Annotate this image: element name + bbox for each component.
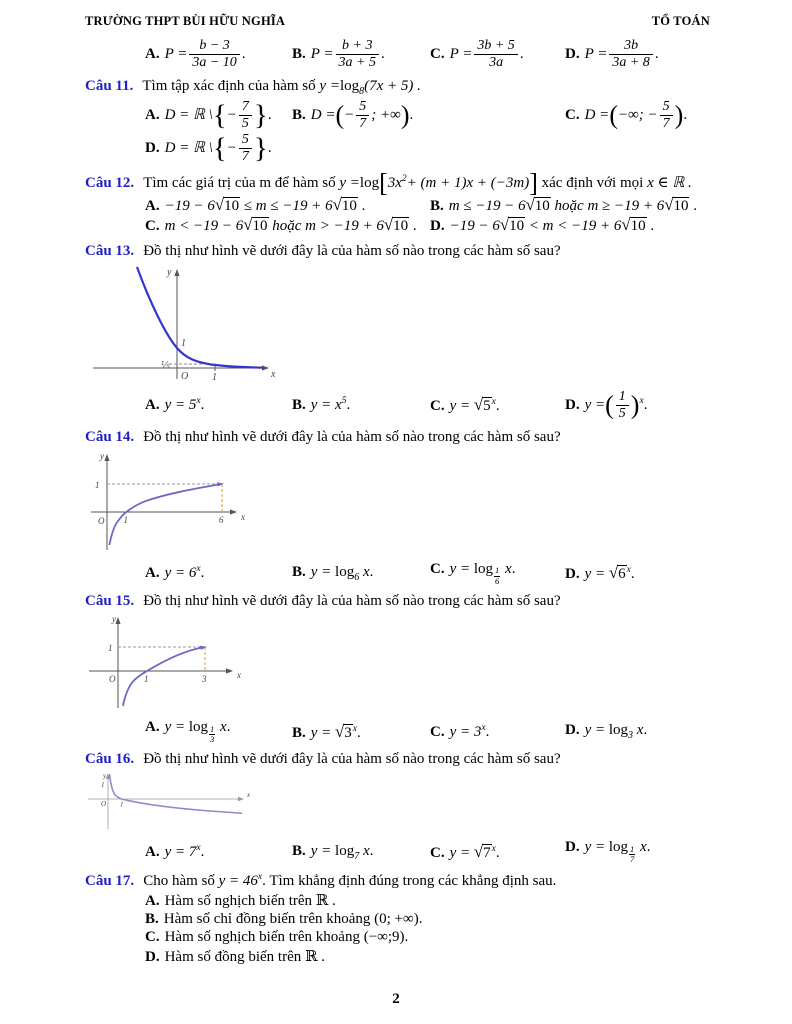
- x-tick-6: 6: [219, 514, 224, 525]
- question-label: Câu 14.: [85, 428, 135, 445]
- x-tick-1: 1: [120, 800, 124, 809]
- x-axis-label: x: [247, 791, 251, 800]
- option-d: D. P = $\frac{3b}{3a + 8}$ .: [565, 38, 659, 71]
- option-letter: C.: [430, 46, 445, 63]
- y-axis-label: y: [103, 772, 107, 781]
- question-label: Câu 16.: [85, 751, 135, 768]
- x-axis-arrow: [238, 797, 244, 801]
- x-tick-1: 1: [212, 371, 217, 382]
- question-text: Đồ thị như hình vẽ dưới đây là của hàm số nào trong các hàm số sau?: [143, 751, 561, 768]
- option-c: C. $y = 3^x$.: [430, 722, 490, 740]
- option-b: B. D =(− $\frac{5}{7}$ ; +∞).: [292, 99, 414, 132]
- option-c: C. y = √5$^x$.: [430, 395, 500, 415]
- fraction: $\frac{b - 3}{3a - 10}$: [189, 38, 239, 71]
- option-a: A. $y = 5^x$.: [145, 396, 205, 414]
- q13-options: [145, 389, 710, 422]
- option-letter: D.: [565, 46, 580, 63]
- question-11: Câu 11. Tìm tập xác định của hàm số $y =\log_8(7x + 5)$ .: [85, 78, 421, 98]
- q12-options-row1: [145, 195, 710, 215]
- question-14: [85, 429, 710, 446]
- sqrt: √10: [383, 214, 409, 234]
- curve-arrow: [200, 646, 207, 650]
- option-b: B. P = $\frac{b + 3}{3a + 5}$ .: [292, 38, 385, 71]
- fraction: $\frac{7}{5}$: [239, 99, 252, 132]
- curve-arrow: [217, 482, 224, 486]
- option-letter: B.: [292, 46, 306, 63]
- curve: [110, 774, 242, 813]
- option-d: D. Hàm số đồng biến trên ℝ .: [145, 948, 325, 965]
- option-b: B. y = √3$^x$.: [292, 721, 361, 741]
- origin-label: O: [181, 370, 189, 382]
- y-tick-1: 1: [95, 479, 100, 490]
- q11-options-row1: [145, 99, 710, 132]
- question-15: [85, 593, 710, 610]
- option-d: D. $y = \log_3 x$.: [565, 722, 648, 742]
- x-axis-arrow: [230, 509, 237, 514]
- fraction: $\frac{b + 3}{3a + 5}$: [336, 38, 379, 71]
- sqrt: √3: [335, 721, 352, 741]
- sqrt: √10: [525, 194, 550, 214]
- sqrt: √5: [473, 395, 491, 415]
- question-text: Tìm tập xác định của hàm số: [142, 78, 316, 95]
- option-d: D. −19 − 6√10 < m < −19 + 6√10 .: [430, 214, 655, 234]
- q12-options-row2: [145, 215, 710, 235]
- school-name: TRƯỜNG THPT BÙI HỮU NGHĨA: [85, 14, 286, 28]
- option-b: B. m ≤ −19 − 6√10 hoặc m ≥ −19 + 6√10 .: [430, 194, 697, 214]
- question-text: Đồ thị như hình vẽ dưới đây là của hàm số nào trong các hàm số sau?: [143, 428, 561, 445]
- q11-options-row2: [145, 132, 710, 165]
- option-b: B. $y = x^5$.: [292, 396, 351, 414]
- x-axis-label: x: [241, 511, 245, 522]
- q14-graph: [85, 450, 710, 559]
- question-label: Câu 17.: [85, 872, 135, 889]
- y-axis-label: y: [167, 266, 172, 278]
- sub-fraction: $\frac{1}{3}$: [210, 723, 215, 745]
- fraction: $\frac{5}{7}$: [239, 132, 252, 165]
- prev-question-options: [145, 38, 710, 71]
- origin-label: O: [101, 800, 107, 809]
- x-axis-arrow: [226, 668, 233, 673]
- option-a: A. Hàm số nghịch biến trên ℝ .: [145, 892, 336, 909]
- option-a: A. D = ℝ \{− $\frac{7}{5}$ }.: [145, 99, 272, 132]
- option-a: A. P = $\frac{b - 3}{3a - 10}$ .: [145, 38, 246, 71]
- curve: [137, 267, 263, 368]
- sqrt: √10: [243, 214, 268, 234]
- option-c: C. P = $\frac{3b + 5}{3a}$ .: [430, 38, 524, 71]
- x-tick-1: 1: [123, 514, 128, 525]
- sqrt: √10: [621, 214, 646, 234]
- page-number: 2: [392, 991, 400, 1007]
- option-a: A. −19 − 6√10 ≤ m ≤ −19 + 6√10 .: [145, 194, 366, 214]
- origin-label: O: [98, 515, 105, 526]
- option-c: C. D =(−∞; − $\frac{5}{7}$ ).: [565, 99, 688, 132]
- question-label: Câu 11.: [85, 78, 134, 95]
- option-a: A. $y = 6^x$.: [145, 564, 205, 582]
- option-c: C. y = √7$^x$.: [430, 842, 500, 862]
- q15-options: [145, 719, 710, 744]
- page-header: [85, 14, 710, 29]
- log-decreasing-graph: [85, 772, 257, 832]
- option-letter: A.: [145, 46, 160, 63]
- q16-graph: [85, 772, 710, 837]
- y-tick-1: 1: [181, 337, 186, 349]
- question-label: Câu 15.: [85, 593, 135, 610]
- y-axis-label: y: [100, 450, 104, 461]
- question-text: Đồ thị như hình vẽ dưới đây là của hàm số nào trong các hàm số sau?: [143, 242, 561, 259]
- sub-fraction: $\frac{1}{7}$: [630, 844, 635, 865]
- sqrt: √10: [332, 194, 357, 214]
- origin-label: O: [109, 674, 116, 685]
- y-tick-1: 1: [101, 781, 105, 790]
- y-axis-arrow: [174, 269, 179, 276]
- sqrt: √10: [499, 214, 525, 234]
- exp-decreasing-graph: [85, 264, 280, 382]
- x-axis-arrow: [262, 365, 269, 370]
- q14-options: [145, 561, 710, 586]
- option-d: D. y = log $\frac{1}{7}$ x.: [565, 839, 651, 865]
- sqrt: √10: [664, 194, 689, 214]
- log-increasing-graph-6: [85, 450, 250, 554]
- option-d: D. y =( $\frac{1}{5}$ )$^x$.: [565, 388, 648, 421]
- option-c: C. y = log $\frac{1}{6}$ x.: [430, 560, 516, 586]
- y-tick-1: 1: [108, 643, 113, 654]
- sqrt: √6: [608, 563, 626, 583]
- question-16: [85, 751, 710, 768]
- y-axis-arrow: [115, 617, 120, 624]
- question-text: Đồ thị như hình vẽ dưới đây là của hàm số nào trong các hàm số sau?: [143, 593, 561, 610]
- sqrt: √7: [473, 842, 491, 862]
- question-text: Tìm các giá trị của m để hàm số: [143, 174, 336, 191]
- q16-options: [145, 839, 710, 864]
- log-increasing-graph-3: [85, 614, 245, 712]
- sqrt: √10: [214, 194, 240, 214]
- fraction: $\frac{5}{7}$: [660, 99, 673, 132]
- x-axis-label: x: [271, 368, 276, 380]
- option-a: A. y = log $\frac{1}{3}$ x.: [145, 719, 231, 745]
- x-tick-3: 3: [202, 674, 207, 685]
- option-c: C. m < −19 − 6√10 hoặc m > −19 + 6√10 .: [145, 214, 417, 234]
- fraction: $\frac{3b + 5}{3a}$: [474, 38, 517, 71]
- option-b: B. Hàm số chỉ đồng biến trên khoảng (0; +∞).: [145, 910, 423, 927]
- question-text: Cho hàm số: [143, 872, 215, 889]
- department-name: TỔ TOÁN: [651, 14, 710, 28]
- q13-graph: [85, 264, 710, 387]
- option-d: D. D = ℝ \{− $\frac{5}{7}$ }.: [145, 132, 272, 165]
- question-label: Câu 13.: [85, 242, 135, 259]
- x-tick-1: 1: [144, 674, 149, 685]
- y-axis-label: y: [112, 614, 116, 625]
- q17-options: [85, 891, 710, 966]
- question-17: Câu 17. Cho hàm số $y = 46^x$. Tìm khẳng định đúng trong các khẳng định sau.: [85, 871, 557, 889]
- question-12: Câu 12. Tìm các giá trị của m để hàm số $y =\log[3x^2+ (m + 1)x + (-3m)]$ xác định với mọi x ∈ ℝ .: [85, 168, 692, 198]
- q15-graph: [85, 614, 710, 717]
- fraction: $\frac{5}{7}$: [356, 99, 369, 132]
- curve: [123, 647, 203, 706]
- fraction: $\frac{1}{5}$: [616, 389, 629, 422]
- y-axis-arrow: [104, 454, 109, 461]
- option-d: D. y = √6$^x$.: [565, 563, 635, 583]
- x-axis-label: x: [237, 670, 241, 681]
- sub-fraction: $\frac{1}{6}$: [495, 565, 500, 586]
- option-a: A. $y = 7^x$.: [145, 843, 205, 861]
- option-b: B. $y = \log_7 x$.: [292, 842, 374, 862]
- option-b: B. $y = \log_6 x$.: [292, 563, 374, 583]
- y-tick-one-fifth: ⅕: [161, 359, 170, 370]
- question-label: Câu 12.: [85, 174, 135, 191]
- question-13: [85, 243, 710, 260]
- fraction: $\frac{3b}{3a + 8}$: [609, 38, 652, 71]
- option-c: C. Hàm số nghịch biến trên khoảng (−∞;9).: [145, 928, 409, 945]
